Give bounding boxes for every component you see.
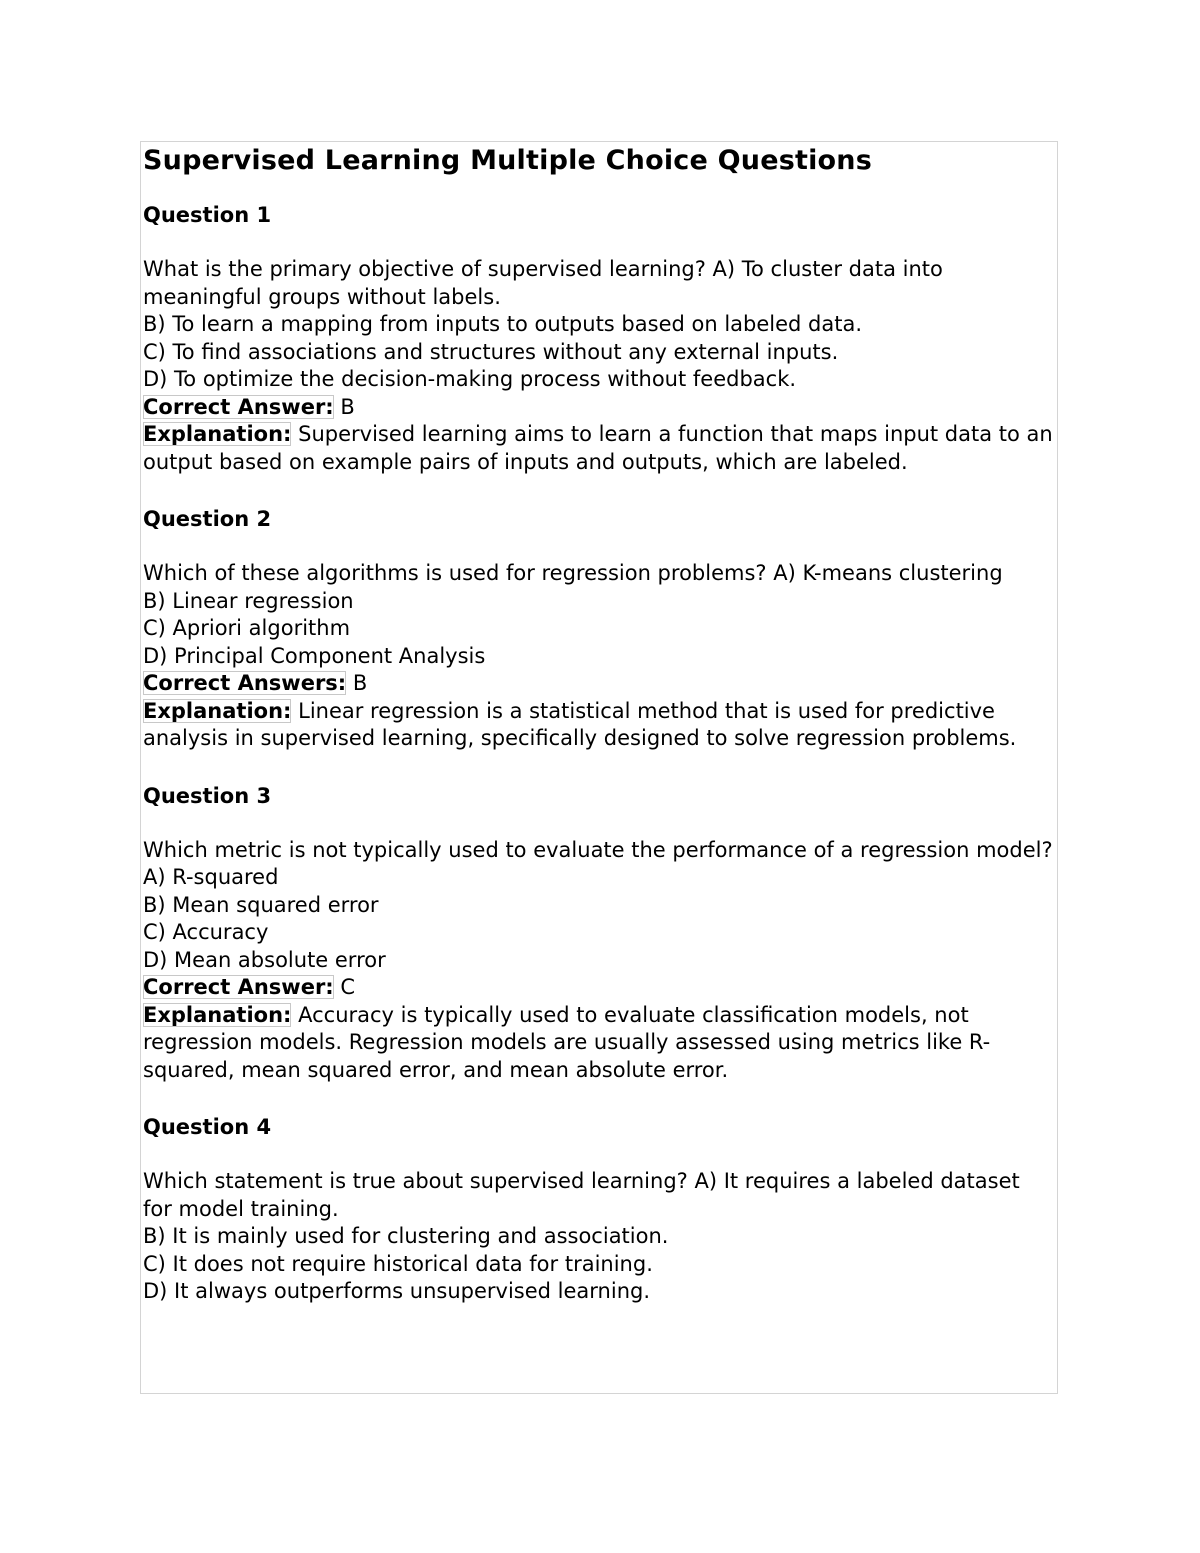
question-body xyxy=(143,837,1060,1085)
correct-answer-line xyxy=(143,974,1053,1002)
correct-answer-label: Correct Answer: xyxy=(143,975,334,999)
answer-option-d: D) To optimize the decision-making process without feedback. xyxy=(143,367,797,391)
question-prompt: What is the primary objective of supervised learning? A) To cluster data into meaningful groups without labels. xyxy=(143,257,950,309)
question-body xyxy=(143,1168,1053,1306)
answer-option-b: B) To learn a mapping from inputs to outputs based on labeled data. xyxy=(143,312,863,336)
question-heading: Question 4 xyxy=(143,1115,272,1139)
question-prompt: Which of these algorithms is used for regression problems? A) K-means clustering xyxy=(143,561,1003,585)
explanation-line xyxy=(143,1002,1053,1085)
document-title: Supervised Learning Multiple Choice Questions xyxy=(143,145,872,176)
question-body xyxy=(143,256,1060,476)
explanation-label: Explanation: xyxy=(143,422,292,446)
answer-option-b: B) It is mainly used for clustering and association. xyxy=(143,1224,669,1248)
correct-answer-label: Correct Answer: xyxy=(143,394,334,419)
answer-option-c: C) Accuracy xyxy=(143,920,269,944)
question-prompt: Which statement is true about supervised learning? A) It requires a labeled dataset for model training. xyxy=(143,1169,1027,1221)
document-page xyxy=(140,141,1058,1394)
correct-answer-label: Correct Answers: xyxy=(143,671,347,695)
answer-option-c: C) Apriori algorithm xyxy=(143,616,351,640)
explanation-label: Explanation: xyxy=(143,1002,292,1027)
question-body xyxy=(143,560,1053,753)
question-heading: Question 1 xyxy=(143,203,272,227)
explanation-text: Supervised learning aims to learn a function that maps input data to an output based on example pairs of inputs and outputs, which are labeled. xyxy=(143,422,1060,474)
answer-option-d: D) Mean absolute error xyxy=(143,947,386,972)
question-4 xyxy=(143,1113,1053,1306)
explanation-line xyxy=(143,698,1053,753)
explanation-label: Explanation: xyxy=(143,698,292,723)
correct-answer-value: C xyxy=(333,975,356,999)
question-2 xyxy=(143,505,1053,753)
correct-answer-line xyxy=(143,394,1053,422)
question-prompt: Which metric is not typically used to evaluate the performance of a regression model? A) R-squared xyxy=(143,837,1060,889)
correct-answer-line xyxy=(143,670,1053,698)
question-3 xyxy=(143,782,1060,1085)
answer-option-b: B) Linear regression xyxy=(143,588,354,613)
answer-option-b: B) Mean squared error xyxy=(143,892,379,917)
correct-answer-value: B xyxy=(333,394,355,419)
document-content xyxy=(143,142,1060,1306)
question-1 xyxy=(143,201,1060,476)
answer-option-d: D) Principal Component Analysis xyxy=(143,643,486,668)
explanation-text: Linear regression is a statistical method that is used for predictive analysis in supervised learning, specifically designed to solve regression problems. xyxy=(143,698,1017,750)
correct-answer-value: B xyxy=(346,671,368,695)
answer-option-d: D) It always outperforms unsupervised learning. xyxy=(143,1279,651,1303)
answer-option-c: C) It does not require historical data for training. xyxy=(143,1251,653,1276)
explanation-text: Accuracy is typically used to evaluate classification models, not regression models. Regression models are usually assessed using metrics like R-squared, mean squared error, and mean absolute error. xyxy=(143,1002,991,1082)
answer-option-c: C) To find associations and structures without any external inputs. xyxy=(143,339,839,364)
explanation-line xyxy=(143,421,1060,476)
question-heading: Question 2 xyxy=(143,507,272,531)
question-heading: Question 3 xyxy=(143,783,272,808)
